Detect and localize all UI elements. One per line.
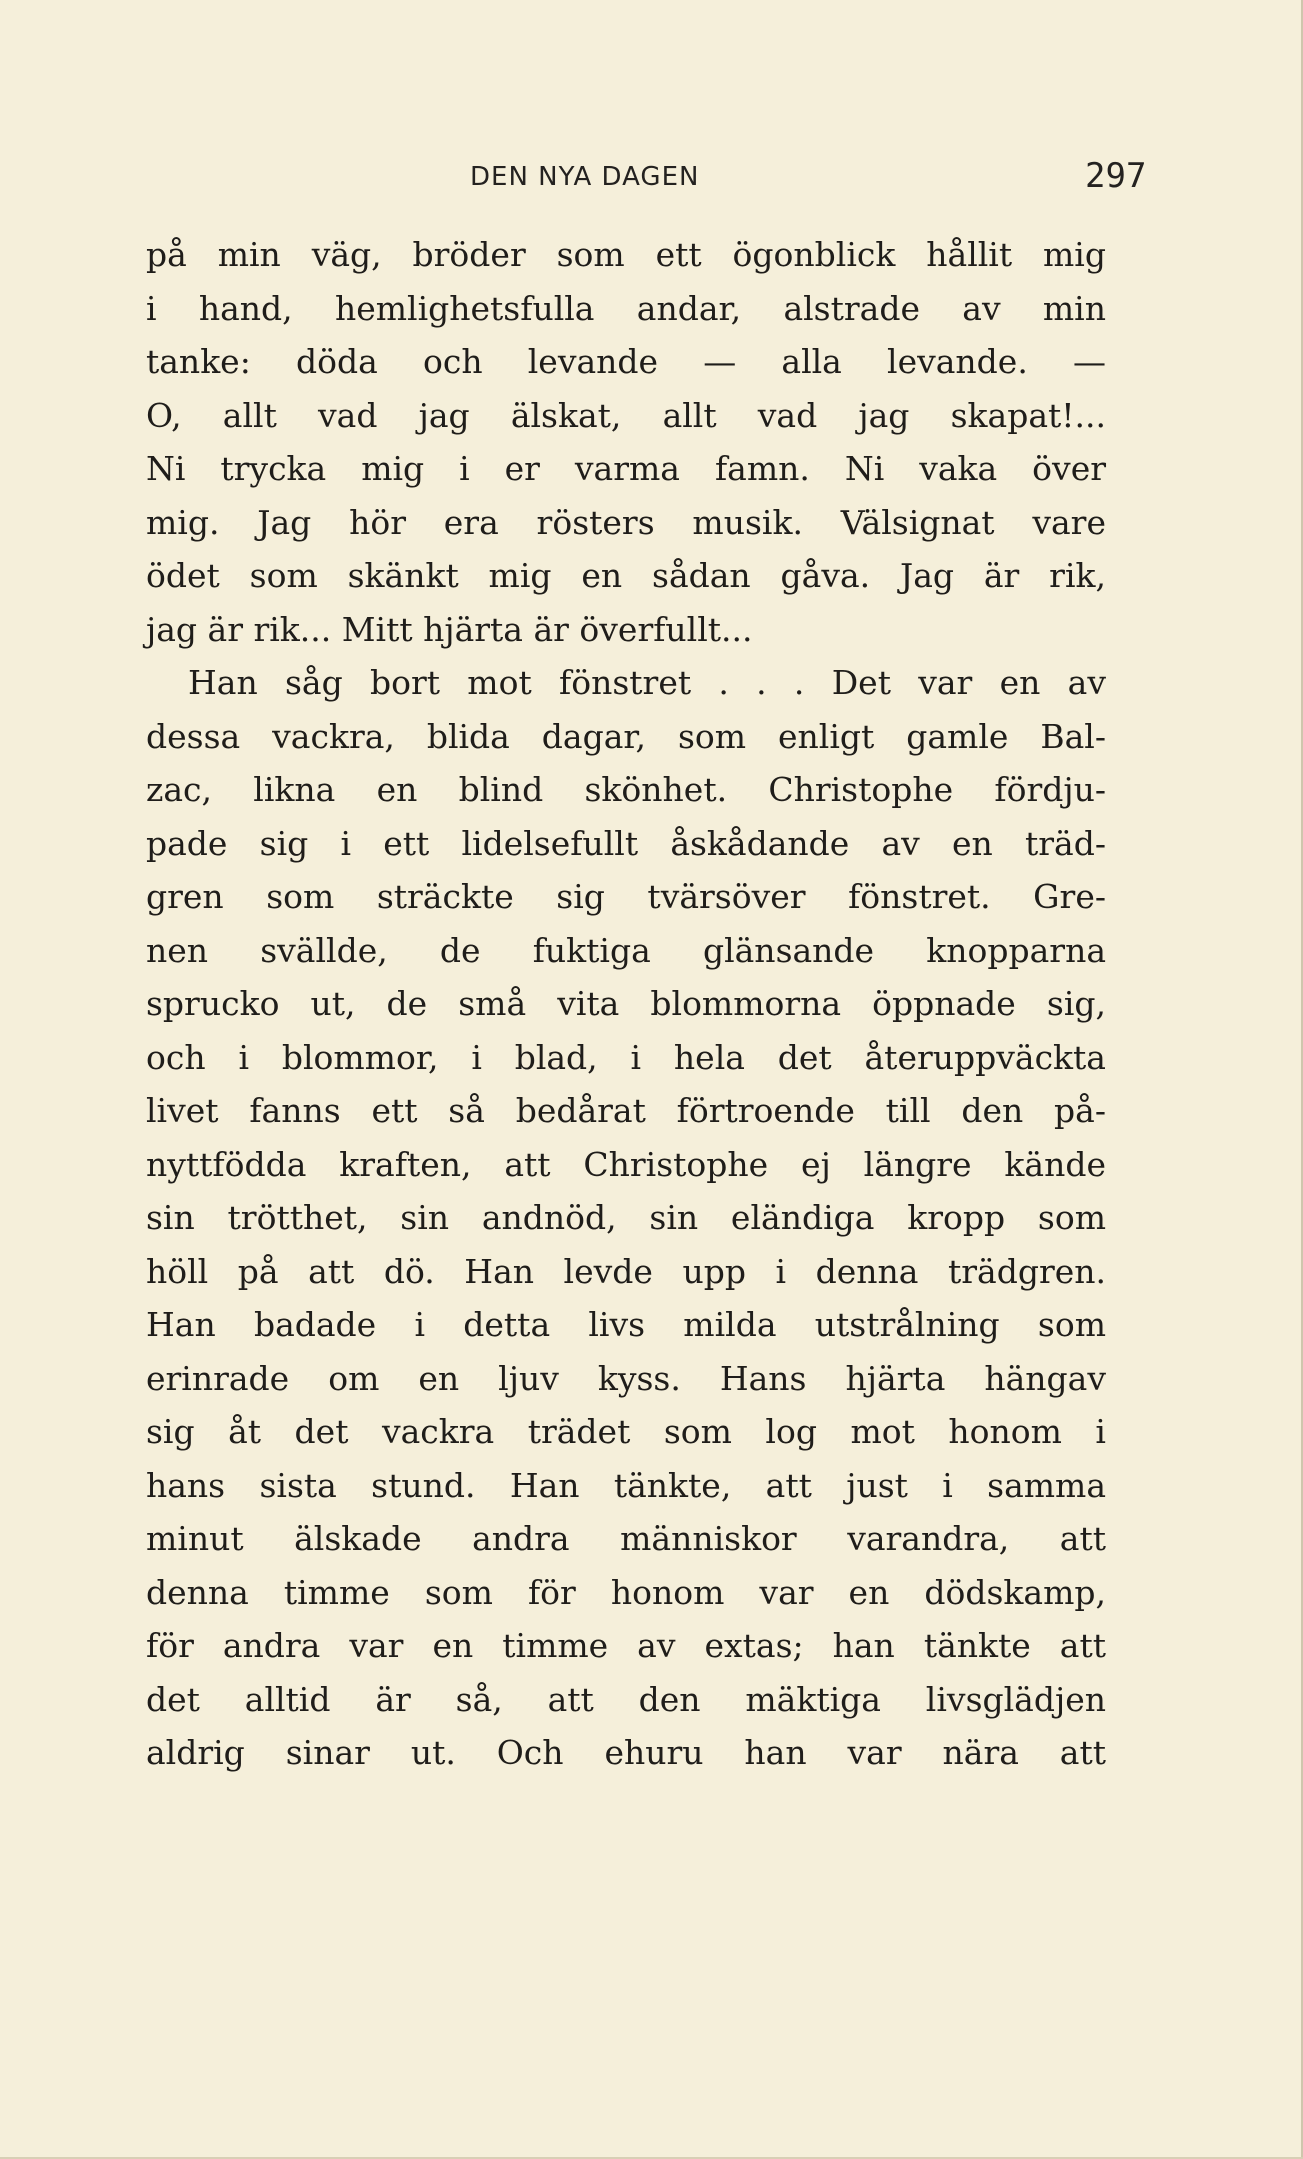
- page-number: 297: [1085, 156, 1147, 196]
- text-line: i hand, hemlighetsfulla andar, alstrade av min: [146, 288, 1106, 328]
- text-line: på min väg, bröder som ett ögonblick hållit mig: [146, 235, 1106, 274]
- text-line: denna timme som för honom var en dödskamp,: [146, 1572, 1106, 1612]
- text-line: sin trötthet, sin andnöd, sin eländiga kropp som: [146, 1198, 1106, 1237]
- text-line: ödet som skänkt mig en sådan gåva. Jag är rik,: [146, 556, 1106, 595]
- body-text: [146, 228, 1106, 1780]
- text-line: mig. Jag hör era rösters musik. Välsignat vare: [146, 502, 1106, 542]
- text-line: Han badade i detta livs milda utstrålning som: [146, 1305, 1106, 1344]
- text-line: minut älskade andra människor varandra, att: [146, 1519, 1106, 1558]
- text-line: Ni trycka mig i er varma famn. Ni vaka över: [146, 449, 1106, 488]
- text-line: O, allt vad jag älskat, allt vad jag skapat!...: [146, 395, 1106, 435]
- text-line: nyttfödda kraften, att Christophe ej längre kände: [146, 1144, 1106, 1184]
- text-line: och i blommor, i blad, i hela det återuppväckta: [146, 1037, 1106, 1077]
- text-line: dessa vackra, blida dagar, som enligt gamle Bal-: [146, 716, 1106, 756]
- text-line: erinrade om en ljuv kyss. Hans hjärta hängav: [146, 1358, 1106, 1398]
- text-line: för andra var en timme av extas; han tänkte att: [146, 1626, 1106, 1665]
- paragraph-first-line: Han såg bort mot fönstret . . . Det var en av: [188, 663, 1106, 702]
- text-line: livet fanns ett så bedårat förtroende till den på-: [146, 1091, 1106, 1130]
- text-line: nen svällde, de fuktiga glänsande knopparna: [146, 930, 1106, 970]
- text-line: aldrig sinar ut. Och ehuru han var nära att: [146, 1733, 1106, 1772]
- text-line: höll på att dö. Han levde upp i denna trädgren.: [146, 1251, 1106, 1291]
- text-line: tanke: döda och levande — alla levande. —: [146, 342, 1106, 381]
- text-line: hans sista stund. Han tänkte, att just i samma: [146, 1465, 1106, 1505]
- text-line: sprucko ut, de små vita blommorna öppnade sig,: [146, 984, 1106, 1023]
- running-title: DEN NYA DAGEN: [470, 162, 700, 192]
- text-line: zac, likna en blind skönhet. Christophe fördju-: [146, 770, 1106, 809]
- text-line: det alltid är så, att den mäktiga livsglädjen: [146, 1679, 1106, 1719]
- text-line: gren som sträckte sig tvärsöver fönstret. Gre-: [146, 877, 1106, 916]
- text-line: sig åt det vackra trädet som log mot honom i: [146, 1412, 1106, 1451]
- text-line: jag är rik... Mitt hjärta är överfullt...: [146, 609, 753, 649]
- text-line: pade sig i ett lidelsefullt åskådande av en träd-: [146, 823, 1106, 863]
